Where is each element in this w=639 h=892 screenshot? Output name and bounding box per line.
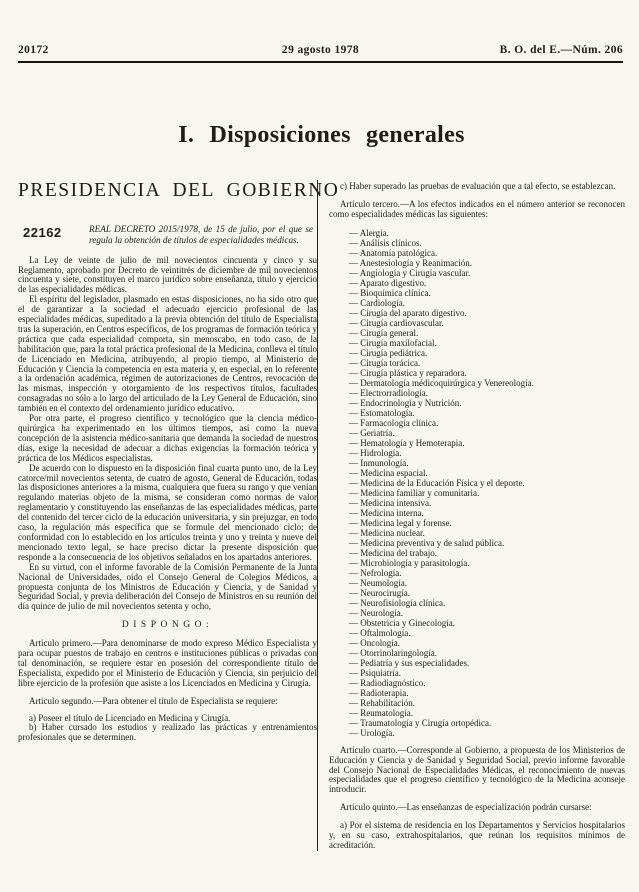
specialty-item: — Aparato digestivo.	[349, 277, 427, 288]
two-column-layout	[18, 180, 625, 851]
specialty-item: — Medicina familiar y comunitaria.	[349, 487, 480, 498]
specialty-item: — Cirugía torácica.	[349, 357, 421, 368]
right-column	[318, 180, 625, 851]
specialty-item: — Estomatología.	[349, 407, 415, 418]
specialty-item: — Cirugía maxilofacial.	[349, 337, 437, 348]
specialty-item: — Neurología.	[349, 607, 403, 618]
specialty-item: — Cirugía pediátrica.	[349, 347, 428, 358]
specialty-item: — Farmacología clínica.	[349, 417, 439, 428]
specialty-item: — Radioterapia.	[349, 687, 409, 698]
specialty-item: — Hematología y Hemoterapia.	[349, 437, 465, 448]
specialty-item: — Medicina del trabajo.	[349, 547, 437, 558]
specialty-item: — Cirugía plástica y reparadora.	[349, 367, 467, 378]
specialty-item: — Bioquímica clínica.	[349, 287, 431, 298]
specialty-item: — Neurocirugía.	[349, 587, 410, 598]
specialty-item: — Nefrología.	[349, 567, 402, 578]
left-column	[18, 180, 340, 851]
specialty-item: — Medicina legal y forense.	[349, 517, 452, 528]
specialty-item: — Psiquiatría.	[349, 667, 401, 678]
preamble-paragraph: En su virtud, con el informe favorable de la Comisión Permanente de la Junta Nacional de Universidades, oído el Consejo General de Colegios Médicos, a propuesta conjunta de los Ministros de Educación y Ciencia, y de Sanidad y Seguridad Social, y previa deliberación del Consejo de Ministros en su reunión del día quince de julio de mil novecientos setenta y ocho,	[18, 561, 317, 612]
specialty-item: — Cardiología.	[349, 297, 405, 308]
article-paragraph: Artículo primero.—Para denominarse de modo expreso Médico Especialista y para ocupar puestos de trabajo en centros e instituciones públicas o privadas con tal denominación, se requiere estar en posesión del correspondiente título de Especialista, expedido por el Ministerio de Educación y Ciencia, sin perjuicio del libre ejercicio de la profesión que asiste a los Licenciados en Medicina y Cirugía.	[18, 638, 317, 688]
specialty-item: — Medicina de la Educación Física y el deporte.	[349, 477, 525, 488]
preamble-paragraph: De acuerdo con lo dispuesto en la disposición final cuarta punto uno, de la Ley catorce/mil novecientos setenta, de cuatro de agosto, General de Educación, todas las disposiciones anteriores a la misma, cualquiera que fuera su rango y que venían regulando materias objeto de la misma, se consideran como normas de valor reglamentario y constituyendo las enseñanzas de las especialidades médicas, parte del contenido del tercer ciclo de la educación universitaria, y sin prejuzgar, en todo caso, la regulación más específica que se formule del mencionado ciclo; de conformidad con lo establecido en los artículos treinta y uno y treinta y nueve del mencionado texto legal, se hace preciso dictar la presente disposición que responde a la consecuencia de los objetivos señalados en los apartados anteriores.	[18, 462, 317, 562]
specialty-item: — Rehabilitación.	[349, 697, 415, 708]
specialty-item: — Geriatría.	[349, 427, 395, 438]
specialty-item: — Traumatología y Cirugía ortopédica.	[349, 717, 492, 728]
decree-number: 22162	[23, 225, 62, 240]
specialty-item: — Microbiología y parasitología.	[349, 557, 470, 568]
specialty-item: — Anestesiología y Reanimación.	[349, 257, 472, 268]
specialty-item: — Oftalmología.	[349, 627, 411, 638]
specialty-item: — Endocrinología y Nutrición.	[349, 397, 462, 408]
article-three-paragraph: Artículo tercero.—A los efectos indicados en el número anterior se reconocen como especialidades médicas las siguientes:	[329, 198, 625, 219]
specialty-item: — Pediatría y sus especialidades.	[349, 657, 470, 668]
specialty-item: — Dermatología médicoquirúrgica y Venereología.	[349, 377, 534, 388]
specialty-item: — Radiodiagnóstico.	[349, 677, 426, 688]
articles	[18, 639, 317, 706]
specialty-item: — Reumatología.	[349, 707, 413, 718]
specialty-item: — Análisis clínicos.	[349, 237, 422, 248]
decree-summary: REAL DECRETO 2015/1978, de 15 de julio, por el que se regula la obtención de títulos de especialidades médicas.	[89, 224, 313, 245]
requirement-item-c: c) Haber superado las pruebas de evaluación que a tal efecto, se establezcan.	[340, 181, 616, 191]
preamble-paragraph: Por otra parte, el progreso científico y tecnológico que la ciencia médico-quirúrgica ha experimentado en los últimos tiempos, así como la nueva concepción de la asistencia médico-sanitaria que demanda la sociedad de nuestros días, exige la necesidad de adecuar a dichas exigencias la formación teórica y práctica de los Médicos especialistas.	[18, 413, 317, 463]
specialty-item: — Cirugía cardiovascular.	[349, 317, 444, 328]
page-header	[18, 44, 623, 58]
issue-number: B. O. del E.—Núm. 206	[499, 44, 623, 56]
specialty-item: — Medicina espacial.	[349, 467, 428, 478]
specialty-item: — Neurofisiología clínica.	[349, 597, 446, 608]
requirements-list	[18, 714, 317, 744]
specialty-item: — Cirugía general.	[349, 327, 419, 338]
specialty-item: — Medicina intensiva.	[349, 497, 432, 508]
decree-header	[18, 224, 317, 246]
specialty-item: — Electrorradiología.	[349, 387, 428, 398]
specialty-item: — Medicina preventiva y de salud pública.	[349, 537, 505, 548]
specialty-item: — Anatomía patológica.	[349, 247, 438, 258]
section-title: I. Disposiciones generales	[178, 122, 465, 148]
issuing-body-heading: PRESIDENCIA DEL GOBIERNO	[18, 180, 340, 201]
specialty-item: — Inmunología.	[349, 457, 409, 468]
specialty-item: — Obstetricia y Ginecología.	[349, 617, 455, 628]
specialty-item: — Medicina nuclear.	[349, 527, 425, 538]
option-a-paragraph: a) Por el sistema de residencia en los Departamentos y Servicios hospitalarios y, en su caso, extrahospitalarios, que reúnan los requisitos mínimos de acreditación.	[329, 820, 625, 850]
requirement-item: a) Poseer el título de Licenciado en Medicina y Cirugía.	[29, 712, 231, 723]
specialty-item: — Alergia.	[349, 227, 389, 238]
specialty-item: — Neumología.	[349, 577, 407, 588]
preamble	[18, 256, 317, 613]
dispongo-label: DISPONGO:	[121, 620, 214, 631]
preamble-paragraph: La Ley de veinte de julio de mil novecientos cincuenta y cinco y su Reglamento, aprobado por Decreto de veintitrés de diciembre de mil novecientos cincuenta y siete, constituyen el marco jurídico sobre enseñanza, título y ejercicio de las especialidades médicas.	[18, 254, 317, 295]
specialty-item: — Otorrinolaringología.	[349, 647, 437, 658]
specialties-list	[329, 228, 625, 738]
specialty-item: — Cirugía del aparato digestivo.	[349, 307, 467, 318]
article-five-paragraph: Artículo quinto.—Las enseñanzas de especialización podrán cursarse:	[340, 802, 592, 813]
specialty-item: — Medicina interna.	[349, 507, 424, 518]
specialty-item: — Angiología y Cirugía vascular.	[349, 267, 471, 278]
article-paragraph: Artículo segundo.—Para obtener el título de Especialista se requiere:	[29, 695, 278, 706]
specialty-item: — Urología.	[349, 727, 395, 738]
page-number: 20172	[18, 44, 49, 56]
article-four-paragraph: Artículo cuarto.—Corresponde al Gobierno, a propuesta de los Ministerios de Educación y Ciencia y de Sanidad y Seguridad Social, previo informe favorable del Consejo Nacional de Especialidades Médicas, el reconocimiento de nuevas especialidades que el progreso científico y tecnológico de la Medicina aconseje introducir.	[329, 744, 625, 795]
issue-date: 29 agosto 1978	[281, 44, 360, 56]
header-rule	[18, 61, 623, 63]
requirement-item: b) Haber cursado los estudios y realizado las prácticas y entrenamientos profesionales que se determinen.	[18, 722, 317, 743]
preamble-paragraph: El espíritu del legislador, plasmado en estas disposiciones, no ha sido otro que el de garantizar a la sociedad el adecuado ejercicio profesional de las especialidades médicas, supeditado a la previa obtención del título de Especialista tras la superación, en Centros específicos, de los programas de formación teórica y práctica que cada especialidad comporta, sin menoscabo, en todo caso, de la habilitación que, para la total práctica profesional de la Medicina, conlleva el título de Licenciado en Medicina, atribuyendo, al propio tiempo, al Ministerio de Educación y Ciencia la competencia en esta materia y, en especial, en lo referente a la ordenación académica, régimen de autorizaciones de Centros, revocación de las mismas, inspección y otorgamiento de los respectivos títulos, facultades consagradas no sólo a lo largo del articulado de la Ley General de Educación, sino también en el contexto del ordenamiento jurídico educativo.	[18, 294, 317, 414]
specialty-item: — Hidrología.	[349, 447, 402, 458]
specialty-item: — Oncología.	[349, 637, 400, 648]
